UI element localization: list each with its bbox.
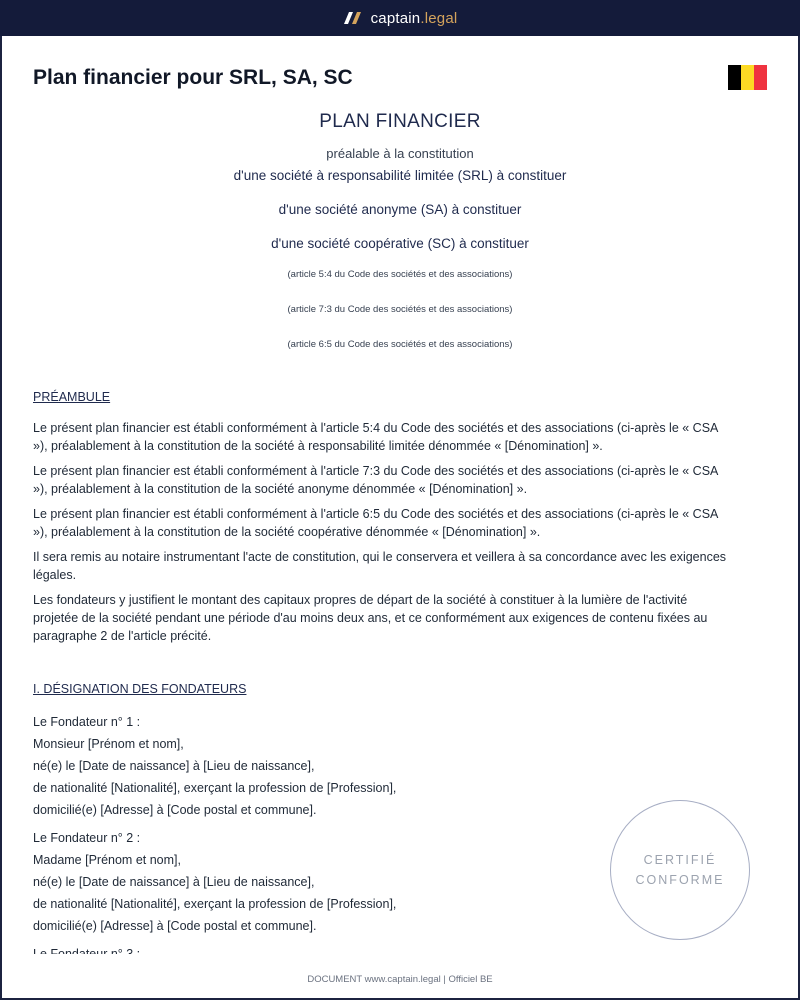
preamble-paragraph: Il sera remis au notaire instrumentant l'acte de constitution, qui le conservera et veillera à sa concordance avec les exigences légales. <box>33 550 727 582</box>
founder-line: domicilié(e) [Adresse] à [Code postal et commune]. <box>33 803 317 817</box>
preamble-paragraph: Les fondateurs y justifient le montant des capitaux propres de départ de la société à constituer à la lumière de l'activité projetée de la société pendant une période d'au moins deux ans, et ce conformément aux exigences de contenu fixées au paragraphe 2 de l'article précité. <box>33 593 708 643</box>
brand-logo-icon <box>343 10 363 26</box>
stamp-line: CONFORME <box>635 873 725 887</box>
founder-line: domicilié(e) [Adresse] à [Code postal et commune]. <box>33 919 317 933</box>
founder-line: Monsieur [Prénom et nom], <box>33 737 184 751</box>
document-sheet <box>2 36 798 998</box>
founder-line: né(e) le [Date de naissance] à [Lieu de naissance], <box>33 875 315 889</box>
section-spacer <box>33 652 733 680</box>
flag-stripe-red <box>754 65 767 90</box>
article-reference-srl: (article 5:4 du Code des sociétés et des associations) <box>287 269 513 280</box>
founder-block-1 <box>33 711 733 821</box>
flag-stripe-yellow <box>741 65 754 90</box>
certified-stamp <box>610 800 750 940</box>
article-reference-sc: (article 6:5 du Code des sociétés et des associations) <box>287 339 513 350</box>
founders-section-title: I. DÉSIGNATION DES FONDATEURS <box>33 682 247 696</box>
brand-name: captain.legal <box>370 9 458 27</box>
article-reference-sa: (article 7:3 du Code des sociétés et des associations) <box>287 304 513 315</box>
stamp-line: CERTIFIÉ <box>643 853 717 867</box>
document-subtitle: préalable à la constitution <box>326 146 474 161</box>
brand[interactable] <box>343 10 458 27</box>
flag-stripe-black <box>728 65 741 90</box>
top-bar <box>0 0 800 36</box>
document-title: PLAN FINANCIER <box>319 111 481 132</box>
founder-line: de nationalité [Nationalité], exerçant la profession de [Profession], <box>33 897 397 911</box>
document-heading: Plan financier pour SRL, SA, SC <box>33 66 353 89</box>
preamble-paragraph: Le présent plan financier est établi conformément à l'article 5:4 du Code des sociétés et des associations (ci-après le « CSA »), préalablement à la constitution de la société à responsabilité limitée dénommée « [Dénomination] ». <box>33 421 718 453</box>
founder-label: Le Fondateur n° 1 : <box>33 715 141 729</box>
preamble-paragraph: Le présent plan financier est établi conformément à l'article 6:5 du Code des sociétés et des associations (ci-après le « CSA »), préalablement à la constitution de la société coopérative dénommée « [Dénomination] ». <box>33 507 718 539</box>
preamble-title: PRÉAMBULE <box>33 390 111 404</box>
document-footer: DOCUMENT www.captain.legal | Officiel BE <box>2 954 798 998</box>
preamble-paragraph: Le présent plan financier est établi conformément à l'article 7:3 du Code des sociétés et des associations (ci-après le « CSA »), préalablement à la constitution de la société anonyme dénommée « [Dénomination] ». <box>33 464 718 496</box>
company-type-sa: d'une société anonyme (SA) à constituer <box>278 202 522 217</box>
founder-line: de nationalité [Nationalité], exerçant la profession de [Profession], <box>33 781 397 795</box>
founder-line: Madame [Prénom et nom], <box>33 853 181 867</box>
company-type-srl: d'une société à responsabilité limitée (SRL) à constituer <box>233 168 567 183</box>
founder-line: né(e) le [Date de naissance] à [Lieu de naissance], <box>33 759 315 773</box>
founder-label: Le Fondateur n° 2 : <box>33 831 141 845</box>
company-type-sc: d'une société coopérative (SC) à constituer <box>271 236 529 251</box>
belgium-flag-icon <box>728 65 767 90</box>
